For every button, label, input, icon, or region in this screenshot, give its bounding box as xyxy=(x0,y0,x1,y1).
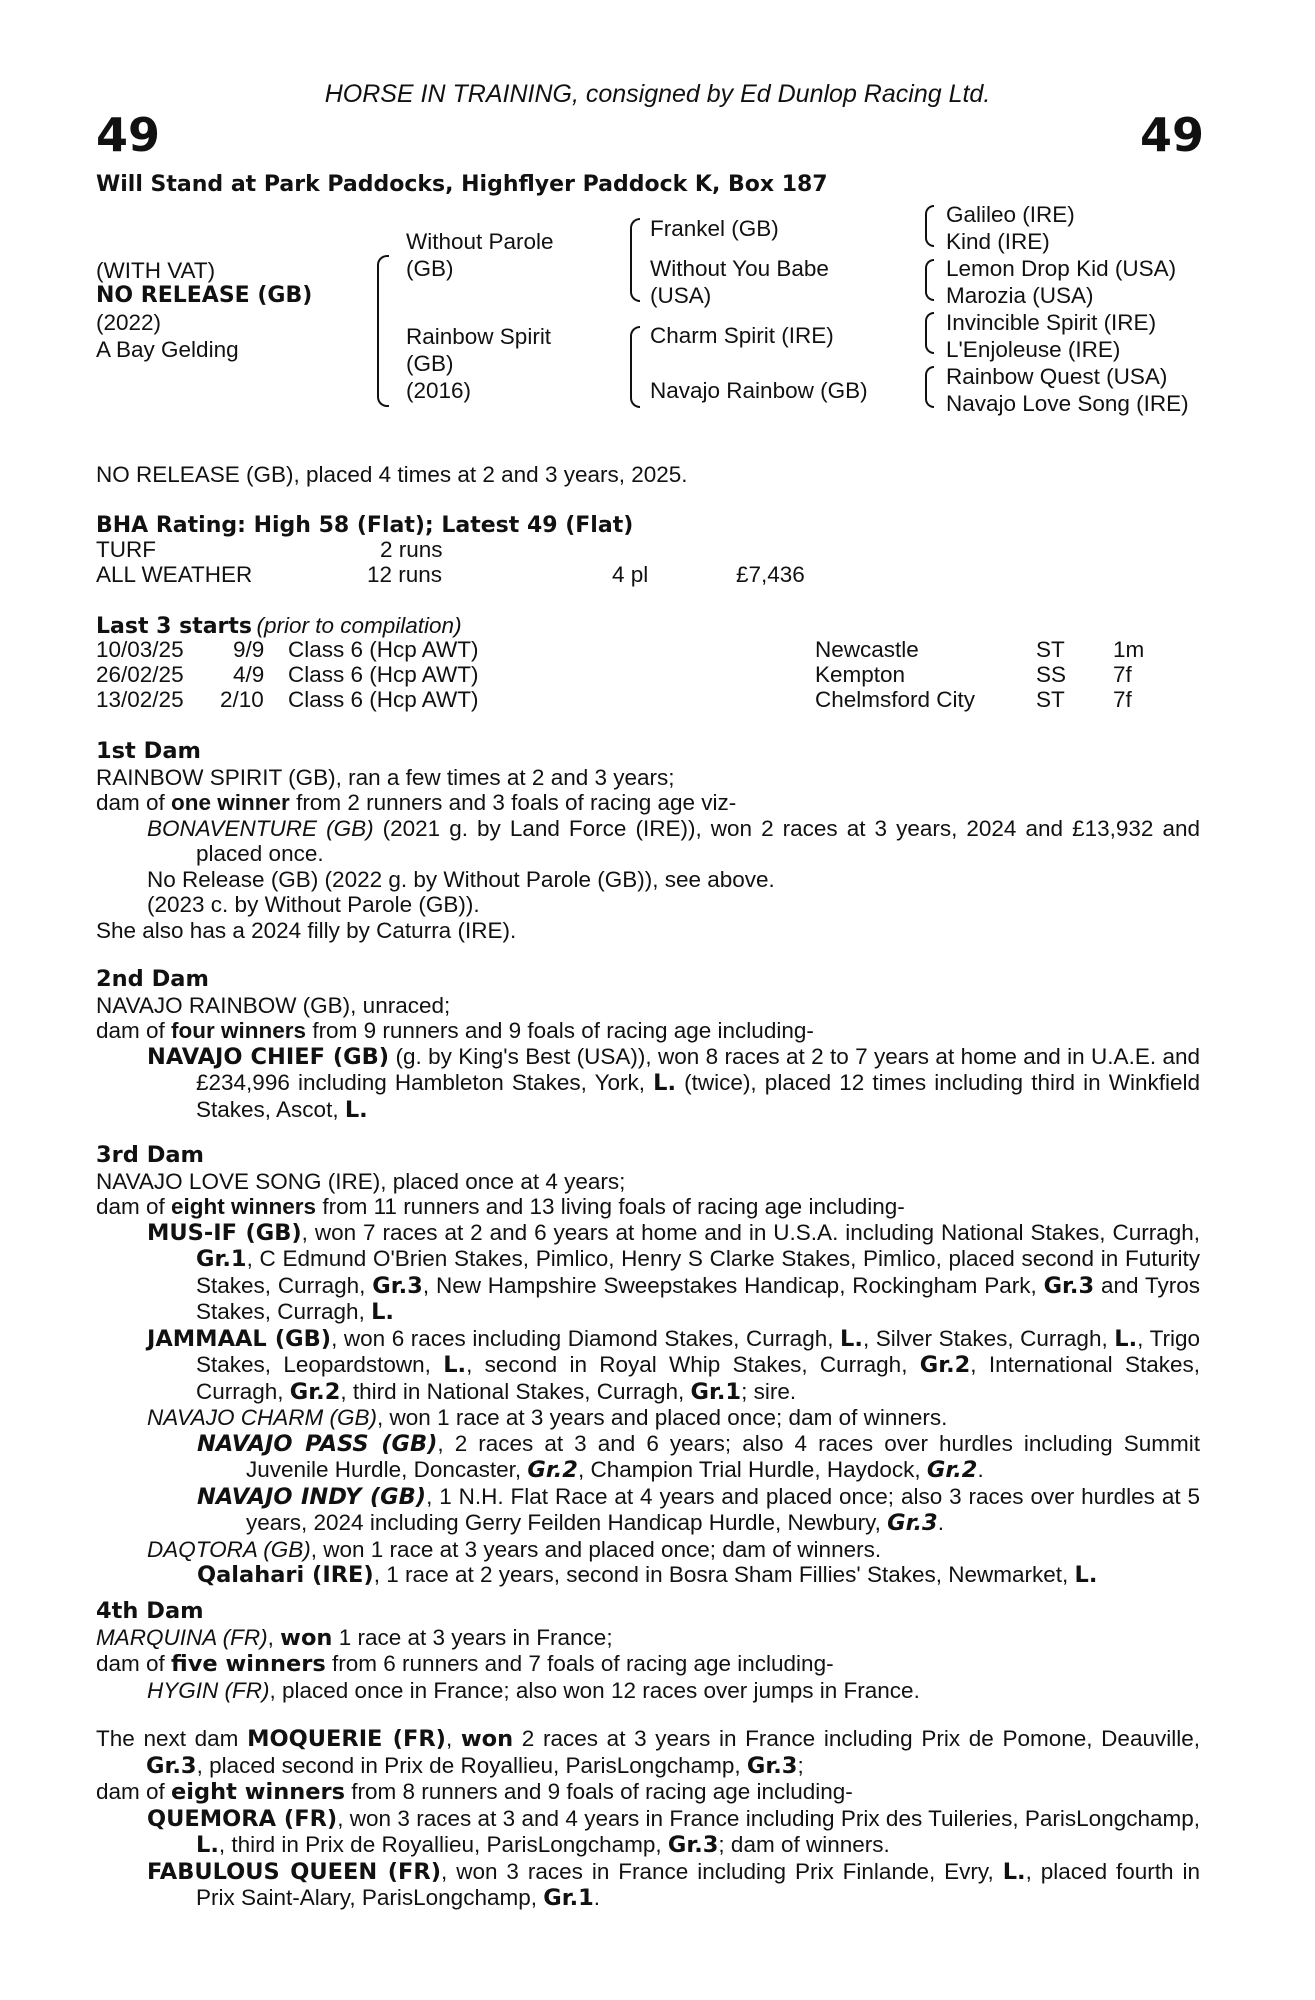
start-position: 2/10 xyxy=(220,687,264,712)
start-distance: 7f xyxy=(1113,662,1132,687)
g4-ancestor: Rainbow Quest (USA) xyxy=(946,364,1168,389)
start-race: Class 6 (Hcp AWT) xyxy=(288,662,479,687)
brace-dam xyxy=(630,326,640,408)
brace-g4-4 xyxy=(925,366,934,408)
start-distance: 7f xyxy=(1113,687,1132,712)
first-dam-heading: 1st Dam xyxy=(96,738,201,764)
next-dam-line: The next dam MOQUERIE (FR), won 2 races at 3 years in France including Prix de Pomone, Deauville, Gr.3, placed second in Prix de Royallieu, ParisLongchamp, Gr.3; xyxy=(96,1726,1200,1779)
race-summary: NO RELEASE (GB), placed 4 times at 2 and 3 years, 2025. xyxy=(96,462,688,487)
rating-placed: 4 pl xyxy=(612,562,649,587)
start-date: 10/03/25 xyxy=(96,637,184,662)
sire-name: Without Parole xyxy=(406,229,554,254)
rating-prize: £7,436 xyxy=(736,562,805,587)
g4-ancestor: Invincible Spirit (IRE) xyxy=(946,310,1157,335)
second-dam-line: NAVAJO RAINBOW (GB), unraced; xyxy=(96,992,451,1018)
dam-sire: Charm Spirit (IRE) xyxy=(650,323,834,348)
bha-rating-heading: BHA Rating: High 58 (Flat); Latest 49 (Flat) xyxy=(96,513,634,538)
last-starts-note: (prior to compilation) xyxy=(256,613,462,638)
progeny-entry: FABULOUS QUEEN (FR), won 3 races in France including Prix Finlande, Evry, L., placed fourth in Prix Saint-Alary, ParisLongchamp, Gr.1. xyxy=(147,1858,1201,1911)
brace-g4-3 xyxy=(925,312,934,354)
last-starts-heading xyxy=(96,613,462,639)
next-dam-produce-line: dam of eight winners from 8 runners and 9 foals of racing age including- xyxy=(96,1779,853,1805)
horse-name: NO RELEASE (GB) xyxy=(96,283,313,308)
brace-g4-1 xyxy=(925,205,934,247)
next-dam-section xyxy=(96,1726,1200,1912)
start-course: Kempton xyxy=(815,662,906,687)
last-starts-title: Last 3 starts xyxy=(96,614,253,639)
brace-g4-2 xyxy=(925,259,934,301)
dam-dam: Navajo Rainbow (GB) xyxy=(650,378,868,403)
sire-dam-name: Without You Babe xyxy=(650,256,829,281)
first-dam-line: RAINBOW SPIRIT (GB), ran a few times at 2 and 3 years; xyxy=(96,764,675,790)
g4-ancestor: Lemon Drop Kid (USA) xyxy=(946,256,1177,281)
start-date: 26/02/25 xyxy=(96,662,184,687)
first-dam-note: She also has a 2024 filly by Caturra (IRE). xyxy=(96,917,517,943)
g4-ancestor: Galileo (IRE) xyxy=(946,202,1075,227)
stand-location: Will Stand at Park Paddocks, Highflyer Paddock K, Box 187 xyxy=(96,172,828,197)
fourth-dam-heading: 4th Dam xyxy=(96,1598,204,1624)
start-course: Newcastle xyxy=(815,637,919,662)
rating-runs: 12 runs xyxy=(367,562,443,587)
progeny-entry: NAVAJO INDY (GB), 1 N.H. Flat Race at 4 years and placed once; also 3 races over hurdles at 5 years, 2024 including Gerry Feilden Handicap Hurdle, Newbury, Gr.3. xyxy=(197,1483,1200,1536)
start-position: 4/9 xyxy=(233,662,265,687)
fourth-dam-line: MARQUINA (FR), won 1 race at 3 years in France; xyxy=(96,1624,613,1651)
brace-gen1 xyxy=(377,255,389,407)
second-dam-produce-line: dam of four winners from 9 runners and 9 foals of racing age including- xyxy=(96,1018,814,1043)
start-going: ST xyxy=(1036,687,1065,712)
start-going: SS xyxy=(1036,662,1067,687)
rating-runs: 2 runs xyxy=(380,537,443,562)
dam-country: (GB) xyxy=(406,351,454,376)
progeny-entry: MUS-IF (GB), won 7 races at 2 and 6 years at home and in U.S.A. including National Stakes, Curragh, Gr.1, C Edmund O'Brien Stakes, Pimlico, Henry S Clarke Stakes, Pimlico, placed second in Futurity Stakes, Curragh, Gr.3, New Hampshire Sweepstakes Handicap, Rockingham Park, Gr.3 and Tyros Stakes, Curragh, L. xyxy=(147,1219,1200,1325)
start-distance: 1m xyxy=(1113,637,1145,662)
start-race: Class 6 (Hcp AWT) xyxy=(288,637,479,662)
start-date: 13/02/25 xyxy=(96,687,184,712)
first-dam-section xyxy=(96,739,1200,943)
lot-number-left: 49 xyxy=(96,108,161,162)
catalogue-header: HORSE IN TRAINING, consigned by Ed Dunlop Racing Ltd. xyxy=(324,80,991,108)
third-dam-produce-line: dam of eight winners from 11 runners and 13 living foals of racing age including- xyxy=(96,1194,905,1219)
dam-year: (2016) xyxy=(406,378,472,403)
g4-ancestor: Marozia (USA) xyxy=(946,283,1094,308)
brace-sire xyxy=(630,218,640,302)
progeny-entry: Qalahari (IRE), 1 race at 2 years, second in Bosra Sham Fillies' Stakes, Newmarket, L. xyxy=(197,1562,1098,1588)
first-dam-produce-line: dam of one winner from 2 runners and 3 foals of racing age viz- xyxy=(96,790,737,815)
lot-number-right: 49 xyxy=(1140,108,1205,162)
progeny-entry: JAMMAAL (GB), won 6 races including Diamond Stakes, Curragh, L., Silver Stakes, Curragh, L., Trigo Stakes, Leopardstown, L., second in Royal Whip Stakes, Curragh, Gr.2, International Stakes, Curragh, Gr.2, third in National Stakes, Curragh, Gr.1; sire. xyxy=(147,1325,1201,1405)
rating-surface: TURF xyxy=(96,537,156,562)
progeny-entry: NAVAJO CHARM (GB), won 1 race at 3 years and placed once; dam of winners. xyxy=(147,1405,948,1430)
sire-sire: Frankel (GB) xyxy=(650,216,779,241)
dam-name: Rainbow Spirit xyxy=(406,324,552,349)
third-dam-section xyxy=(96,1143,1200,1589)
horse-year: (2022) xyxy=(96,310,162,335)
progeny-entry: No Release (GB) (2022 g. by Without Parole (GB)), see above. xyxy=(147,866,775,892)
second-dam-heading: 2nd Dam xyxy=(96,966,209,992)
progeny-entry: NAVAJO PASS (GB), 2 races at 3 and 6 years; also 4 races over hurdles including Summit Juvenile Hurdle, Doncaster, Gr.2, Champion Trial Hurdle, Haydock, Gr.2. xyxy=(197,1430,1200,1483)
rating-surface: ALL WEATHER xyxy=(96,562,253,587)
progeny-entry: BONAVENTURE (GB) (2021 g. by Land Force (IRE)), won 2 races at 3 years, 2024 and £13,932 and placed once. xyxy=(147,815,1200,866)
third-dam-heading: 3rd Dam xyxy=(96,1142,204,1168)
g4-ancestor: Kind (IRE) xyxy=(946,229,1050,254)
progeny-entry: DAQTORA (GB), won 1 race at 3 years and placed once; dam of winners. xyxy=(147,1536,882,1562)
second-dam-section xyxy=(96,967,1200,1123)
fourth-dam-produce-line: dam of five winners from 6 runners and 7 foals of racing age including- xyxy=(96,1651,834,1677)
sire-dam-country: (USA) xyxy=(650,283,712,308)
g4-ancestor: Navajo Love Song (IRE) xyxy=(946,391,1189,416)
start-going: ST xyxy=(1036,637,1065,662)
progeny-entry: (2023 c. by Without Parole (GB)). xyxy=(147,892,480,917)
vat-note: (WITH VAT) xyxy=(96,258,216,283)
progeny-entry: QUEMORA (FR), won 3 races at 3 and 4 years in France including Prix des Tuileries, ParisLongchamp, L., third in Prix de Royallieu, ParisLongchamp, Gr.3; dam of winners. xyxy=(147,1805,1200,1858)
horse-description: A Bay Gelding xyxy=(96,337,239,362)
start-position: 9/9 xyxy=(233,637,265,662)
progeny-entry: NAVAJO CHIEF (GB) (g. by King's Best (USA)), won 8 races at 2 to 7 years at home and in U.A.E. and £234,996 including Hambleton Stakes, York, L. (twice), placed 12 times including third in Winkfield Stakes, Ascot, L. xyxy=(147,1043,1200,1123)
g4-ancestor: L'Enjoleuse (IRE) xyxy=(946,337,1121,362)
sire-country: (GB) xyxy=(406,256,454,281)
start-course: Chelmsford City xyxy=(815,687,976,712)
third-dam-line: NAVAJO LOVE SONG (IRE), placed once at 4 years; xyxy=(96,1168,626,1194)
fourth-dam-section xyxy=(96,1599,1200,1703)
start-race: Class 6 (Hcp AWT) xyxy=(288,687,479,712)
progeny-entry: HYGIN (FR), placed once in France; also won 12 races over jumps in France. xyxy=(147,1677,920,1703)
